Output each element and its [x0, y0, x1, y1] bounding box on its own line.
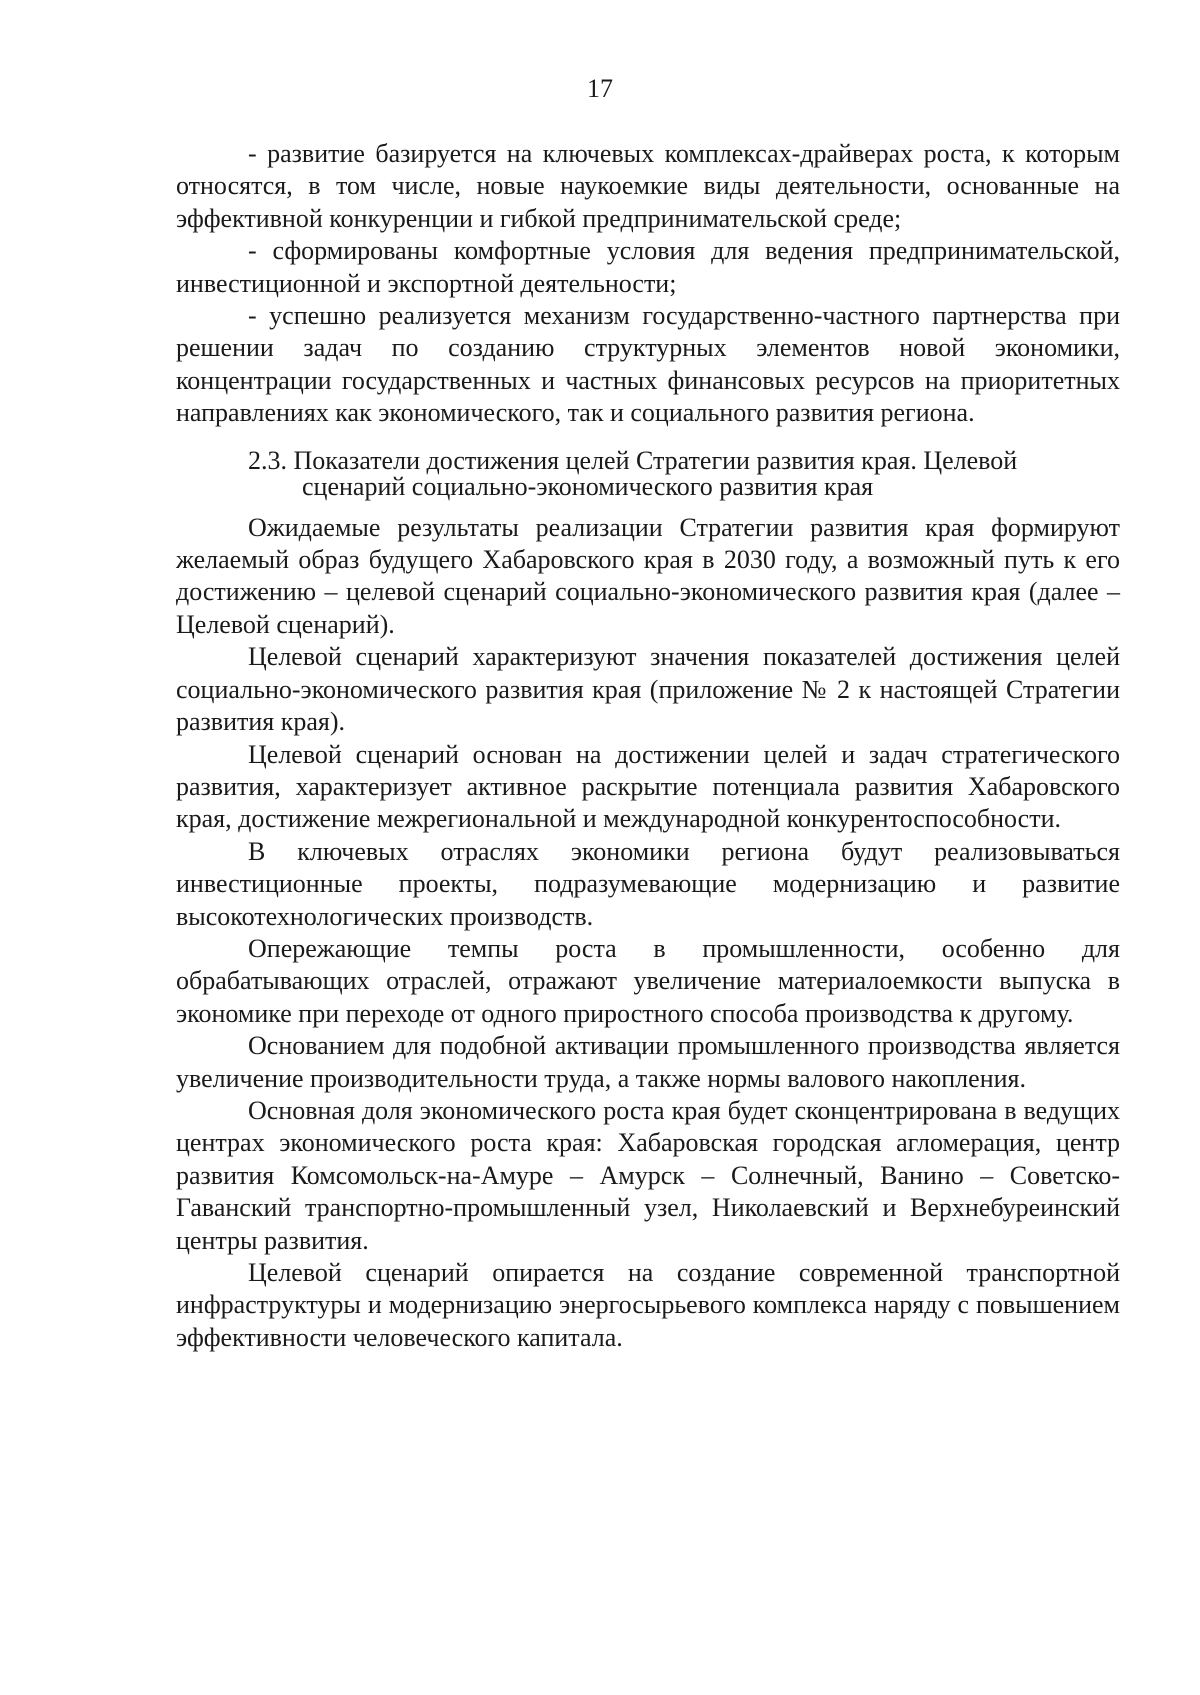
body-paragraph: В ключевых отраслях экономики региона будут реализовываться инвестиционные проекты, подразумевающие модернизацию и развитие высокотехнологических производств.	[176, 836, 1120, 931]
section-heading-line: 2.3. Показатели достижения целей Стратегии развития края. Целевой	[248, 445, 1018, 475]
body-paragraph: Целевой сценарий опирается на создание современной транспортной инфраструктуры и модернизацию энергосырьевого комплекса наряду с повышением эффективности человеческого капитала.	[176, 1258, 1120, 1352]
bullet-paragraph: - развитие базируется на ключевых комплексах-драйверах роста, к которым относятся, в том числе, новые наукоемкие виды деятельности, основанные на эффективной конкуренции и гибкой предпринимательской среде;	[176, 139, 1120, 233]
section-heading	[176, 445, 1120, 501]
document-body	[176, 138, 1120, 1354]
body-paragraph: Опережающие темпы роста в промышленности, особенно для обрабатывающих отраслей, отражают увеличение материалоемкости выпуска в экономике при переходе от одного приростного способа производства к другому.	[176, 933, 1120, 1028]
body-paragraph: Ожидаемые результаты реализации Стратегии развития края формируют желаемый образ будущего Хабаровского края в 2030 году, а возможный путь к его достижению – целевой сценарий социально-экономического развития края (далее – Целевой сценарий).	[176, 512, 1120, 639]
body-paragraph: Целевой сценарий основан на достижении целей и задач стратегического развития, характеризует активное раскрытие потенциала развития Хабаровского края, достижение межрегиональной и международной конкурентоспособности.	[176, 739, 1120, 834]
body-paragraph: Основная доля экономического роста края будет сконцентрирована в ведущих центрах экономического роста края: Хабаровская городская агломерация, центр развития Комсомольск-на-Амуре – Амурск – Солнечный, Ванино – Советско-Гаванский транспортно-промышленный узел, Николаевский и Верхнебуреинский центры развития.	[176, 1095, 1120, 1255]
bullet-paragraph: - сформированы комфортные условия для ведения предпринимательской, инвестиционной и экспортной деятельности;	[176, 236, 1120, 298]
body-paragraph: Основанием для подобной активации промышленного производства является увеличение производительности труда, а также нормы валового накопления.	[176, 1031, 1120, 1093]
page-number: 17	[587, 74, 613, 103]
section-heading-line: сценарий социально-экономического развития края	[302, 471, 874, 501]
body-paragraph: Целевой сценарий характеризуют значения показателей достижения целей социально-экономического развития края (приложение № 2 к настоящей Стратегии развития края).	[176, 642, 1120, 737]
bullet-paragraph: - успешно реализуется механизм государственно-частного партнерства при решении задач по созданию структурных элементов новой экономики, концентрации государственных и частных финансовых ресурсов на приоритетных направлениях как экономического, так и социального развития региона.	[176, 301, 1120, 428]
